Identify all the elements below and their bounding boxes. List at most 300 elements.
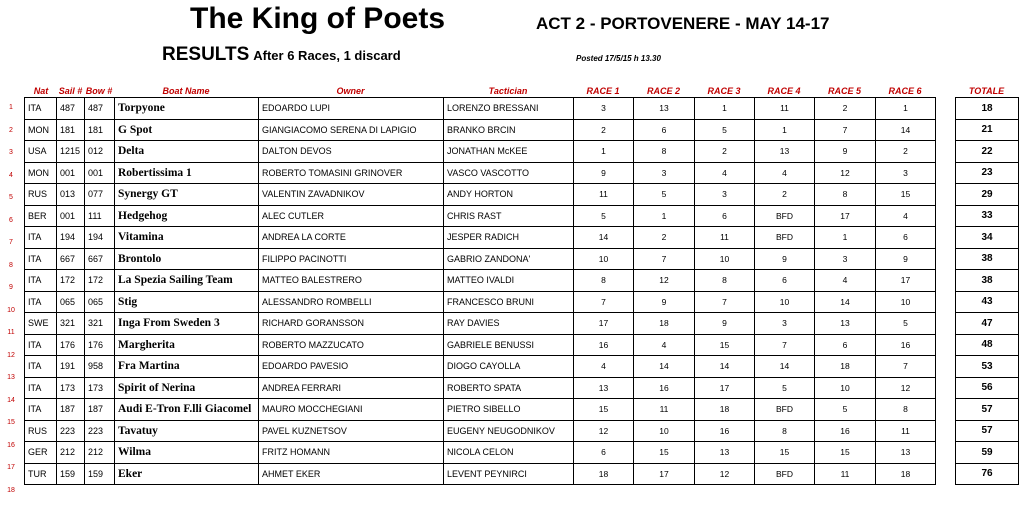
race-6-cell: 11 <box>876 420 936 442</box>
race-2-cell: 7 <box>634 248 695 270</box>
boat-name-cell: Eker <box>115 463 259 485</box>
bow-cell: 159 <box>85 463 115 485</box>
header-nat: Nat <box>33 86 49 96</box>
header-race-4: RACE 4 <box>767 86 801 96</box>
race-1-cell: 16 <box>574 334 634 356</box>
totals-table <box>955 97 1019 485</box>
total-cell: 53 <box>956 356 1019 378</box>
header-race-3: RACE 3 <box>707 86 741 96</box>
table-row <box>25 270 936 292</box>
total-row <box>956 356 1019 378</box>
race-5-cell: 8 <box>815 184 876 206</box>
race-6-cell: 14 <box>876 119 936 141</box>
table-row <box>25 420 936 442</box>
race-5-cell: 3 <box>815 248 876 270</box>
bow-cell: 321 <box>85 313 115 335</box>
header-bow: Bow # <box>85 86 113 96</box>
race-2-cell: 15 <box>634 442 695 464</box>
sail-cell: 065 <box>57 291 85 313</box>
total-cell: 59 <box>956 442 1019 464</box>
race-1-cell: 3 <box>574 98 634 120</box>
race-3-cell: 2 <box>695 141 755 163</box>
total-row <box>956 334 1019 356</box>
race-5-cell: 1 <box>815 227 876 249</box>
race-3-cell: 7 <box>695 291 755 313</box>
nat-cell: ITA <box>25 356 57 378</box>
total-row <box>956 313 1019 335</box>
header-sail: Sail # <box>58 86 83 96</box>
race-2-cell: 16 <box>634 377 695 399</box>
results-table <box>24 97 936 485</box>
race-3-cell: 10 <box>695 248 755 270</box>
race-6-cell: 16 <box>876 334 936 356</box>
total-row <box>956 141 1019 163</box>
race-1-cell: 11 <box>574 184 634 206</box>
race-1-cell: 4 <box>574 356 634 378</box>
total-cell: 47 <box>956 313 1019 335</box>
total-cell: 33 <box>956 205 1019 227</box>
race-1-cell: 14 <box>574 227 634 249</box>
race-5-cell: 10 <box>815 377 876 399</box>
owner-cell: RICHARD GORANSSON <box>259 313 444 335</box>
sail-cell: 194 <box>57 227 85 249</box>
race-4-cell: 4 <box>755 162 815 184</box>
total-row <box>956 291 1019 313</box>
sail-cell: 212 <box>57 442 85 464</box>
bow-cell: 223 <box>85 420 115 442</box>
race-1-cell: 12 <box>574 420 634 442</box>
race-4-cell: 2 <box>755 184 815 206</box>
race-5-cell: 9 <box>815 141 876 163</box>
total-cell: 43 <box>956 291 1019 313</box>
owner-cell: EDOARDO LUPI <box>259 98 444 120</box>
race-5-cell: 15 <box>815 442 876 464</box>
total-row <box>956 205 1019 227</box>
tactician-cell: JONATHAN McKEE <box>444 141 574 163</box>
nat-cell: MON <box>25 119 57 141</box>
header-total: TOTALE <box>968 86 1005 96</box>
race-2-cell: 9 <box>634 291 695 313</box>
race-6-cell: 8 <box>876 399 936 421</box>
sail-cell: 159 <box>57 463 85 485</box>
owner-cell: ALESSANDRO ROMBELLI <box>259 291 444 313</box>
total-row <box>956 248 1019 270</box>
sail-cell: 001 <box>57 205 85 227</box>
total-row <box>956 442 1019 464</box>
race-4-cell: BFD <box>755 399 815 421</box>
tactician-cell: RAY DAVIES <box>444 313 574 335</box>
race-4-cell: 14 <box>755 356 815 378</box>
total-cell: 38 <box>956 248 1019 270</box>
bow-cell: 187 <box>85 399 115 421</box>
race-5-cell: 7 <box>815 119 876 141</box>
bow-cell: 111 <box>85 205 115 227</box>
boat-name-cell: Margherita <box>115 334 259 356</box>
rank-number: 5 <box>9 194 13 201</box>
tactician-cell: FRANCESCO BRUNI <box>444 291 574 313</box>
race-1-cell: 2 <box>574 119 634 141</box>
posted-timestamp: Posted 17/5/15 h 13.30 <box>576 54 661 63</box>
owner-cell: AHMET EKER <box>259 463 444 485</box>
race-4-cell: 8 <box>755 420 815 442</box>
tactician-cell: ROBERTO SPATA <box>444 377 574 399</box>
race-6-cell: 15 <box>876 184 936 206</box>
race-1-cell: 9 <box>574 162 634 184</box>
race-5-cell: 6 <box>815 334 876 356</box>
table-row <box>25 205 936 227</box>
total-cell: 22 <box>956 141 1019 163</box>
total-cell: 34 <box>956 227 1019 249</box>
header-race-6: RACE 6 <box>888 86 922 96</box>
nat-cell: SWE <box>25 313 57 335</box>
race-2-cell: 10 <box>634 420 695 442</box>
nat-cell: MON <box>25 162 57 184</box>
race-4-cell: 13 <box>755 141 815 163</box>
rank-number: 10 <box>7 306 15 314</box>
total-cell: 23 <box>956 162 1019 184</box>
race-4-cell: 6 <box>755 270 815 292</box>
table-row <box>25 291 936 313</box>
total-row <box>956 227 1019 249</box>
sail-cell: 173 <box>57 377 85 399</box>
race-3-cell: 15 <box>695 334 755 356</box>
tactician-cell: BRANKO BRCIN <box>444 119 574 141</box>
owner-cell: MATTEO BALESTRERO <box>259 270 444 292</box>
race-4-cell: 3 <box>755 313 815 335</box>
race-2-cell: 12 <box>634 270 695 292</box>
boat-name-cell: Synergy GT <box>115 184 259 206</box>
owner-cell: EDOARDO PAVESIO <box>259 356 444 378</box>
bow-cell: 173 <box>85 377 115 399</box>
race-4-cell: BFD <box>755 463 815 485</box>
tactician-cell: EUGENY NEUGODNIKOV <box>444 420 574 442</box>
race-5-cell: 4 <box>815 270 876 292</box>
total-cell: 48 <box>956 334 1019 356</box>
race-3-cell: 12 <box>695 463 755 485</box>
results-note: After 6 Races, 1 discard <box>253 48 401 63</box>
boat-name-cell: Torpyone <box>115 98 259 120</box>
race-4-cell: 1 <box>755 119 815 141</box>
nat-cell: RUS <box>25 420 57 442</box>
table-row <box>25 141 936 163</box>
race-1-cell: 6 <box>574 442 634 464</box>
rank-number: 16 <box>7 441 15 449</box>
bow-cell: 181 <box>85 119 115 141</box>
race-2-cell: 14 <box>634 356 695 378</box>
race-1-cell: 10 <box>574 248 634 270</box>
sail-cell: 181 <box>57 119 85 141</box>
race-6-cell: 1 <box>876 98 936 120</box>
race-2-cell: 3 <box>634 162 695 184</box>
boat-name-cell: Audi E-Tron F.lli Giacomel <box>115 399 259 421</box>
total-row <box>956 270 1019 292</box>
rank-number: 18 <box>7 486 15 494</box>
boat-name-cell: Wilma <box>115 442 259 464</box>
tactician-cell: ANDY HORTON <box>444 184 574 206</box>
race-5-cell: 13 <box>815 313 876 335</box>
total-cell: 38 <box>956 270 1019 292</box>
race-5-cell: 11 <box>815 463 876 485</box>
race-2-cell: 13 <box>634 98 695 120</box>
table-row <box>25 119 936 141</box>
race-3-cell: 1 <box>695 98 755 120</box>
tactician-cell: LEVENT PEYNIRCI <box>444 463 574 485</box>
results-label: RESULTS <box>162 44 250 65</box>
race-4-cell: 5 <box>755 377 815 399</box>
race-2-cell: 1 <box>634 205 695 227</box>
table-row <box>25 248 936 270</box>
results-heading <box>162 44 401 66</box>
owner-cell: FILIPPO PACINOTTI <box>259 248 444 270</box>
nat-cell: RUS <box>25 184 57 206</box>
race-1-cell: 15 <box>574 399 634 421</box>
total-cell: 57 <box>956 420 1019 442</box>
table-row <box>25 162 936 184</box>
header-race-5: RACE 5 <box>827 86 861 96</box>
owner-cell: VALENTIN ZAVADNIKOV <box>259 184 444 206</box>
race-6-cell: 12 <box>876 377 936 399</box>
sail-cell: 487 <box>57 98 85 120</box>
race-1-cell: 17 <box>574 313 634 335</box>
rank-number: 12 <box>7 351 15 359</box>
boat-name-cell: La Spezia Sailing Team <box>115 270 259 292</box>
sail-cell: 001 <box>57 162 85 184</box>
race-6-cell: 4 <box>876 205 936 227</box>
total-row <box>956 162 1019 184</box>
race-6-cell: 18 <box>876 463 936 485</box>
bow-cell: 487 <box>85 98 115 120</box>
nat-cell: GER <box>25 442 57 464</box>
total-cell: 57 <box>956 399 1019 421</box>
race-3-cell: 13 <box>695 442 755 464</box>
total-cell: 21 <box>956 119 1019 141</box>
table-row <box>25 98 936 120</box>
nat-cell: ITA <box>25 291 57 313</box>
race-6-cell: 2 <box>876 141 936 163</box>
sail-cell: 176 <box>57 334 85 356</box>
bow-cell: 065 <box>85 291 115 313</box>
owner-cell: ROBERTO TOMASINI GRINOVER <box>259 162 444 184</box>
header-race-2: RACE 2 <box>646 86 680 96</box>
race-4-cell: 10 <box>755 291 815 313</box>
race-3-cell: 16 <box>695 420 755 442</box>
tactician-cell: VASCO VASCOTTO <box>444 162 574 184</box>
rank-number: 14 <box>7 396 15 404</box>
race-5-cell: 5 <box>815 399 876 421</box>
table-row <box>25 356 936 378</box>
tactician-cell: GABRIO ZANDONA' <box>444 248 574 270</box>
race-6-cell: 9 <box>876 248 936 270</box>
boat-name-cell: Delta <box>115 141 259 163</box>
nat-cell: ITA <box>25 334 57 356</box>
race-3-cell: 11 <box>695 227 755 249</box>
nat-cell: USA <box>25 141 57 163</box>
boat-name-cell: Inga From Sweden 3 <box>115 313 259 335</box>
header-boat-name: Boat Name <box>162 86 210 96</box>
nat-cell: ITA <box>25 248 57 270</box>
boat-name-cell: Hedgehog <box>115 205 259 227</box>
tactician-cell: NICOLA CELON <box>444 442 574 464</box>
race-4-cell: 11 <box>755 98 815 120</box>
bow-cell: 194 <box>85 227 115 249</box>
table-row <box>25 313 936 335</box>
tactician-cell: PIETRO SIBELLO <box>444 399 574 421</box>
race-3-cell: 5 <box>695 119 755 141</box>
race-2-cell: 2 <box>634 227 695 249</box>
race-6-cell: 10 <box>876 291 936 313</box>
race-1-cell: 13 <box>574 377 634 399</box>
race-2-cell: 18 <box>634 313 695 335</box>
sail-cell: 191 <box>57 356 85 378</box>
tactician-cell: GABRIELE BENUSSI <box>444 334 574 356</box>
rank-number: 13 <box>7 374 15 381</box>
race-6-cell: 17 <box>876 270 936 292</box>
rank-number: 11 <box>7 329 15 336</box>
total-row <box>956 377 1019 399</box>
total-row <box>956 399 1019 421</box>
bow-cell: 176 <box>85 334 115 356</box>
table-row <box>25 463 936 485</box>
rank-number: 9 <box>9 284 13 291</box>
sail-cell: 321 <box>57 313 85 335</box>
race-3-cell: 8 <box>695 270 755 292</box>
header-race-1: RACE 1 <box>586 86 620 96</box>
owner-cell: PAVEL KUZNETSOV <box>259 420 444 442</box>
total-cell: 76 <box>956 463 1019 485</box>
sail-cell: 187 <box>57 399 85 421</box>
tactician-cell: CHRIS RAST <box>444 205 574 227</box>
rank-number: 2 <box>9 126 13 134</box>
total-cell: 18 <box>956 98 1019 120</box>
sail-cell: 172 <box>57 270 85 292</box>
sail-cell: 1215 <box>57 141 85 163</box>
total-row <box>956 463 1019 485</box>
boat-name-cell: G Spot <box>115 119 259 141</box>
race-2-cell: 5 <box>634 184 695 206</box>
boat-name-cell: Robertissima 1 <box>115 162 259 184</box>
total-cell: 56 <box>956 377 1019 399</box>
race-6-cell: 5 <box>876 313 936 335</box>
total-row <box>956 420 1019 442</box>
race-6-cell: 3 <box>876 162 936 184</box>
race-4-cell: 15 <box>755 442 815 464</box>
owner-cell: FRITZ HOMANN <box>259 442 444 464</box>
boat-name-cell: Vitamina <box>115 227 259 249</box>
boat-name-cell: Spirit of Nerina <box>115 377 259 399</box>
boat-name-cell: Brontolo <box>115 248 259 270</box>
nat-cell: ITA <box>25 270 57 292</box>
nat-cell: ITA <box>25 399 57 421</box>
sail-cell: 667 <box>57 248 85 270</box>
bow-cell: 012 <box>85 141 115 163</box>
owner-cell: MAURO MOCCHEGIANI <box>259 399 444 421</box>
race-1-cell: 5 <box>574 205 634 227</box>
race-4-cell: BFD <box>755 227 815 249</box>
total-cell: 29 <box>956 184 1019 206</box>
table-row <box>25 184 936 206</box>
bow-cell: 958 <box>85 356 115 378</box>
race-6-cell: 7 <box>876 356 936 378</box>
race-2-cell: 11 <box>634 399 695 421</box>
race-5-cell: 17 <box>815 205 876 227</box>
boat-name-cell: Fra Martina <box>115 356 259 378</box>
race-3-cell: 3 <box>695 184 755 206</box>
race-2-cell: 17 <box>634 463 695 485</box>
rank-number: 8 <box>9 261 13 269</box>
bow-cell: 667 <box>85 248 115 270</box>
race-4-cell: 7 <box>755 334 815 356</box>
nat-cell: ITA <box>25 377 57 399</box>
total-row <box>956 119 1019 141</box>
rank-number: 6 <box>9 216 13 224</box>
race-2-cell: 4 <box>634 334 695 356</box>
table-row <box>25 399 936 421</box>
owner-cell: GIANGIACOMO SERENA DI LAPIGIO <box>259 119 444 141</box>
owner-cell: ALEC CUTLER <box>259 205 444 227</box>
race-2-cell: 8 <box>634 141 695 163</box>
table-row <box>25 334 936 356</box>
sail-cell: 013 <box>57 184 85 206</box>
sail-cell: 223 <box>57 420 85 442</box>
race-3-cell: 18 <box>695 399 755 421</box>
race-2-cell: 6 <box>634 119 695 141</box>
header-owner: Owner <box>336 86 365 96</box>
race-1-cell: 1 <box>574 141 634 163</box>
tactician-cell: JESPER RADICH <box>444 227 574 249</box>
bow-cell: 077 <box>85 184 115 206</box>
race-5-cell: 18 <box>815 356 876 378</box>
total-row <box>956 184 1019 206</box>
tactician-cell: LORENZO BRESSANI <box>444 98 574 120</box>
race-3-cell: 17 <box>695 377 755 399</box>
bow-cell: 212 <box>85 442 115 464</box>
owner-cell: ROBERTO MAZZUCATO <box>259 334 444 356</box>
nat-cell: TUR <box>25 463 57 485</box>
tactician-cell: DIOGO CAYOLLA <box>444 356 574 378</box>
boat-name-cell: Tavatuy <box>115 420 259 442</box>
table-row <box>25 377 936 399</box>
rank-number: 1 <box>9 104 13 111</box>
rank-number: 4 <box>9 171 13 179</box>
race-3-cell: 6 <box>695 205 755 227</box>
nat-cell: ITA <box>25 227 57 249</box>
nat-cell: ITA <box>25 98 57 120</box>
race-5-cell: 12 <box>815 162 876 184</box>
total-row <box>956 98 1019 120</box>
race-5-cell: 2 <box>815 98 876 120</box>
table-row <box>25 227 936 249</box>
event-subtitle: ACT 2 - PORTOVENERE - MAY 14-17 <box>536 14 830 33</box>
table-row <box>25 442 936 464</box>
race-1-cell: 18 <box>574 463 634 485</box>
race-3-cell: 4 <box>695 162 755 184</box>
page-title: The King of Poets <box>190 2 445 35</box>
race-4-cell: 9 <box>755 248 815 270</box>
race-5-cell: 16 <box>815 420 876 442</box>
owner-cell: DALTON DEVOS <box>259 141 444 163</box>
race-1-cell: 8 <box>574 270 634 292</box>
bow-cell: 172 <box>85 270 115 292</box>
tactician-cell: MATTEO IVALDI <box>444 270 574 292</box>
nat-cell: BER <box>25 205 57 227</box>
rank-number: 3 <box>9 149 13 156</box>
race-1-cell: 7 <box>574 291 634 313</box>
race-5-cell: 14 <box>815 291 876 313</box>
race-3-cell: 9 <box>695 313 755 335</box>
race-4-cell: BFD <box>755 205 815 227</box>
header-tactician: Tactician <box>488 86 528 96</box>
rank-number: 7 <box>9 239 13 246</box>
